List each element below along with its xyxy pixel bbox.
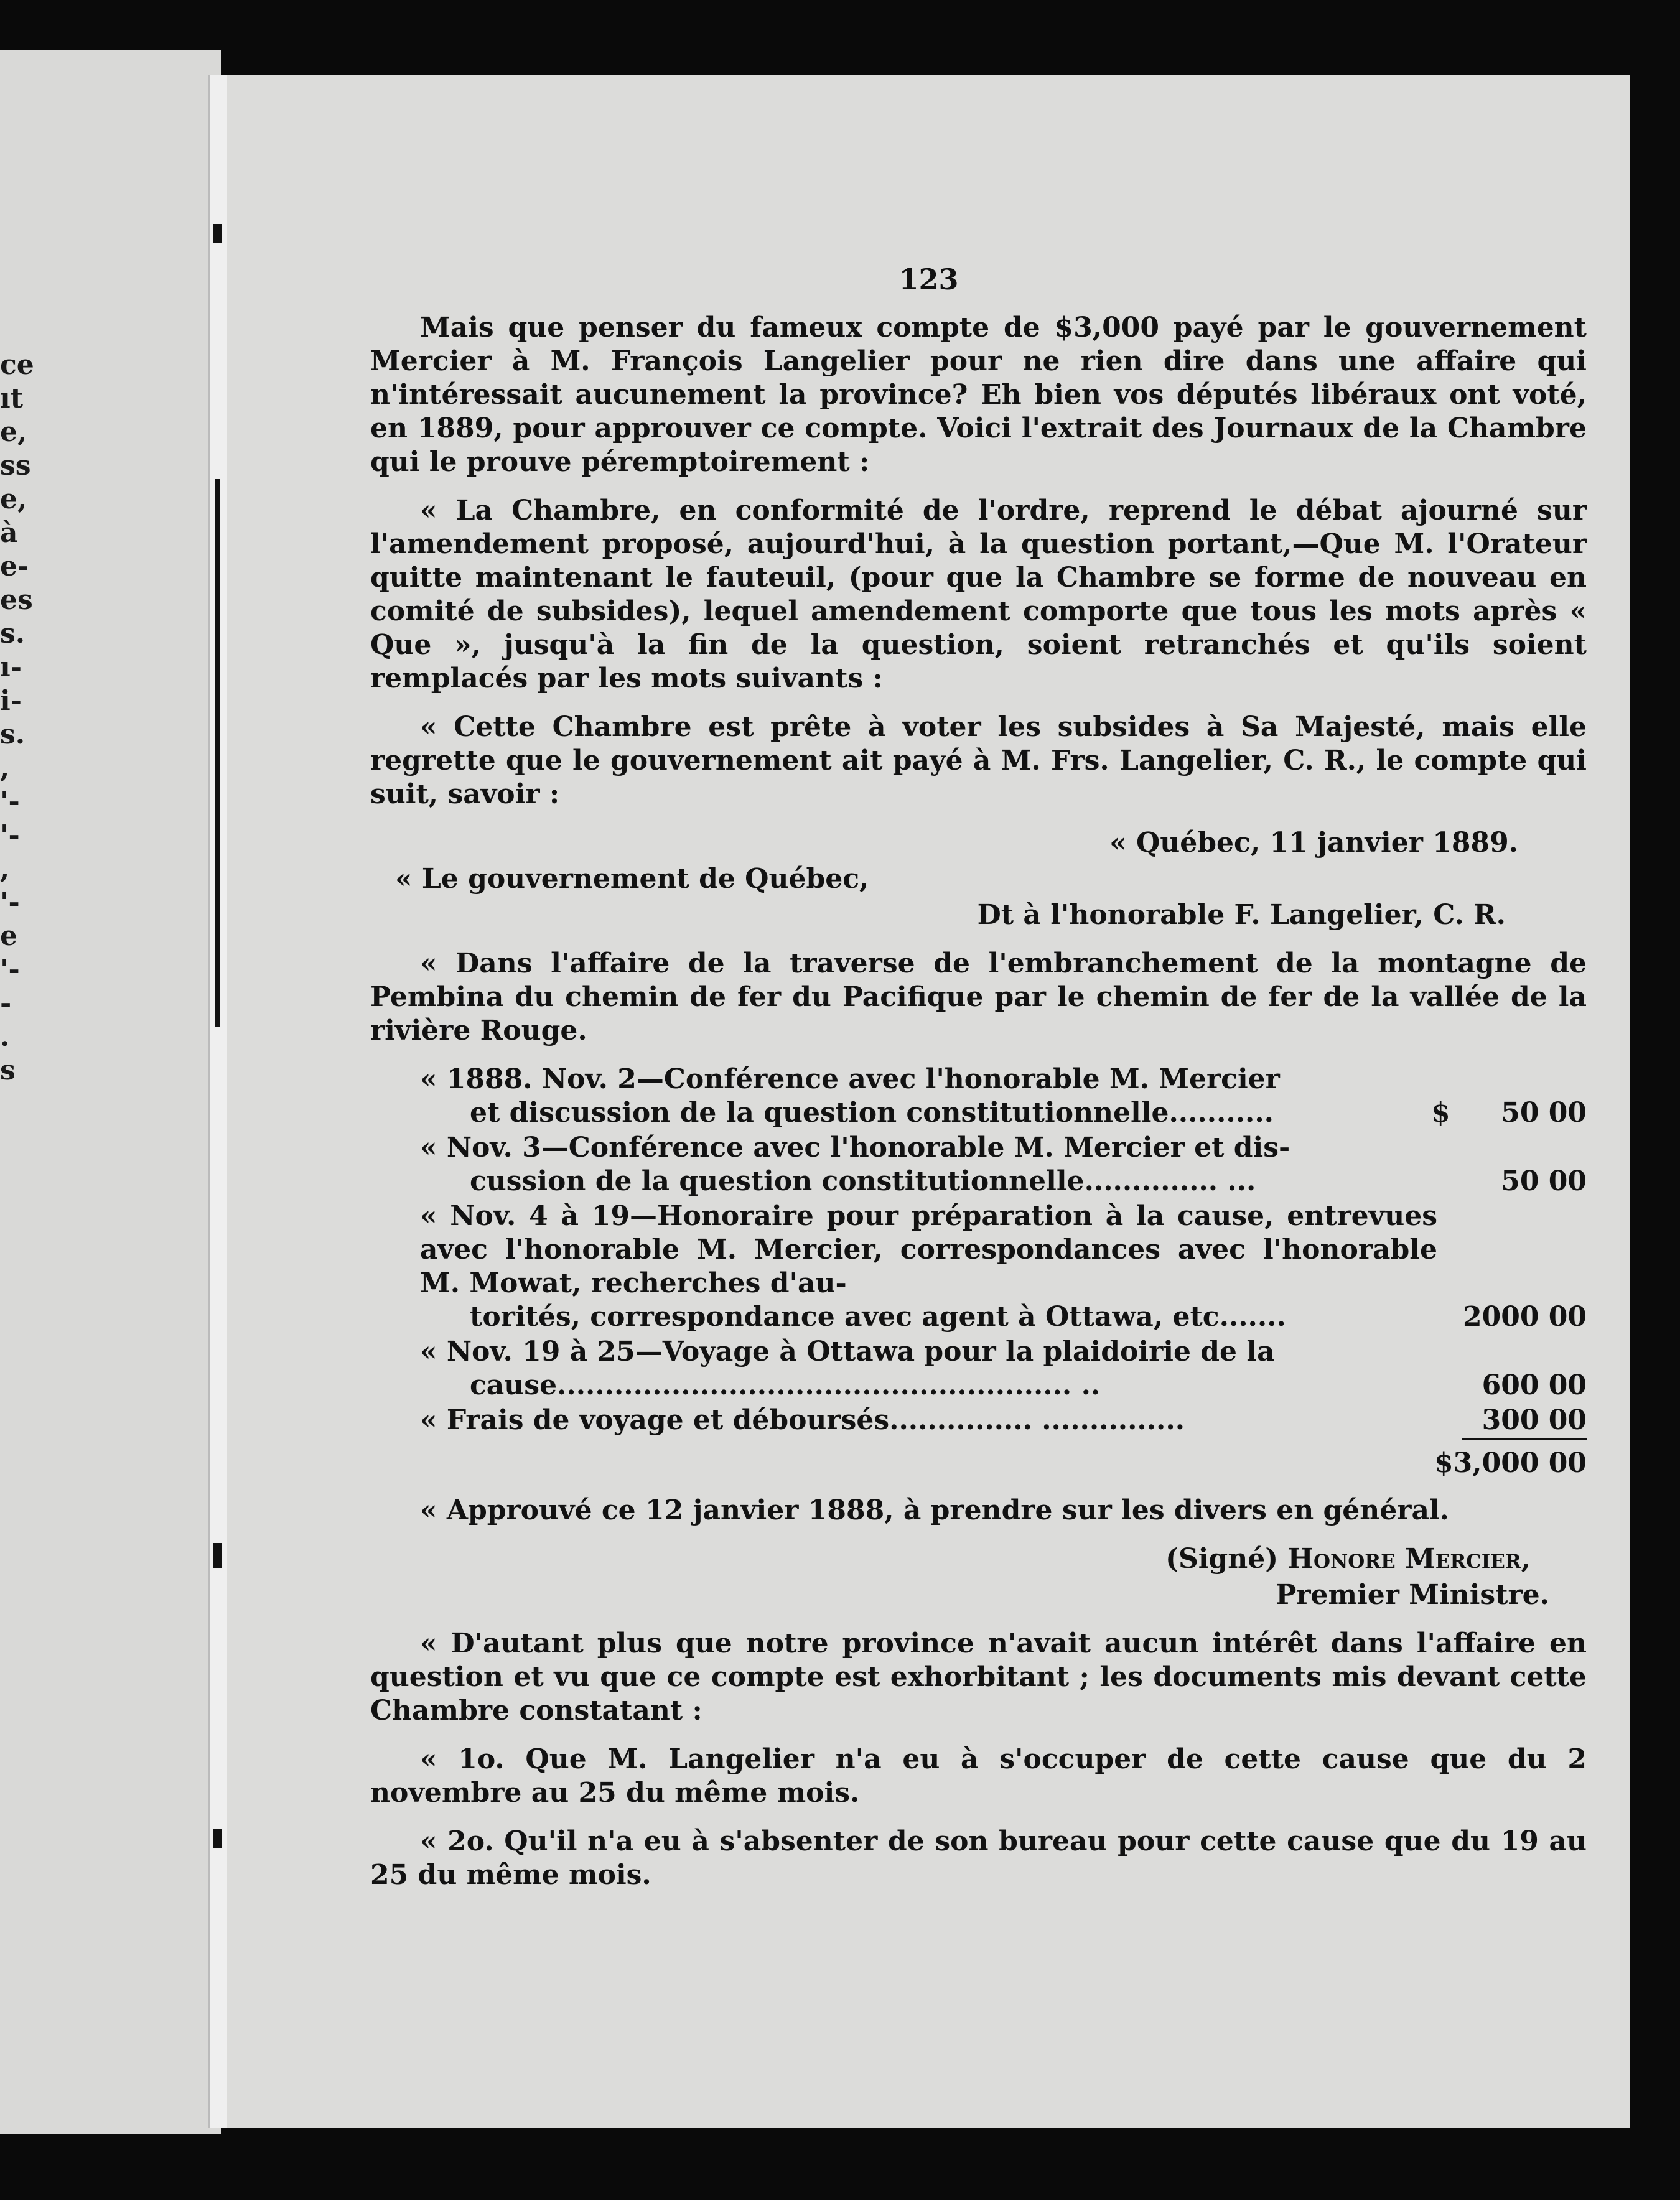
ledger-entry <box>420 1404 1587 1437</box>
signed-prefix: (Signé) <box>1165 1543 1279 1575</box>
paragraph-2: « La Chambre, en conformité de l'ordre, reprend le débat ajourné sur l'amendement proposé, aujourd'hui, à la question portant,—Que M. l'Orateur quitte maintenant le fauteuil, (pour que la Chambre se forme de nouveau en comité de subsides), lequel amendement comporte que tous les mots après « Que », jusqu'à la fin de la question, soient retranchés et qu'ils soient remplacés par les mots suivants : <box>370 495 1587 694</box>
ledger-entry <box>420 1063 1587 1130</box>
ledger-entry-text: torités, correspondance avec agent à Ottawa, etc....... <box>470 1301 1286 1333</box>
book-page <box>227 75 1630 2128</box>
ledger-entry-text: cause...................................................... .. <box>470 1369 1101 1401</box>
ledger-entry-text: « 1888. Nov. 2—Conférence avec l'honorable M. Mercier <box>420 1063 1280 1095</box>
total-rule <box>1462 1438 1587 1440</box>
margin-fragment: ss <box>0 450 31 482</box>
ledger-entry-text: « Nov. 4 à 19—Honoraire pour préparation à la cause, entrevues avec l'honorable M. Mercier, correspondances avec l'honorable M. Mowat, recherches d'au- <box>420 1200 1437 1299</box>
margin-fragment: ı- <box>0 651 22 683</box>
account-ledger <box>370 1063 1587 1480</box>
left-page-edge <box>0 50 221 2134</box>
ledger-amount: 300 00 <box>1482 1404 1587 1436</box>
dateline: « Québec, 11 janvier 1889. <box>1109 827 1518 859</box>
margin-fragment: e, <box>0 416 27 448</box>
debtor-line: Dt à l'honorable F. Langelier, C. R. <box>977 899 1506 931</box>
ledger-entry-text: « Frais de voyage et déboursés............... ............... <box>420 1404 1185 1436</box>
margin-fragment: '- <box>0 887 20 918</box>
binding-stitch <box>213 224 222 243</box>
paragraph-5: « D'autant plus que notre province n'avait aucun intérêt dans l'affaire en question et vu que ce compte est exhorbitant ; les documents mis devant cette Chambre constatant : <box>370 1628 1587 1727</box>
ledger-entry <box>420 1335 1587 1402</box>
margin-fragment: ce <box>0 349 34 381</box>
ledger-total: $3,000 00 <box>1434 1447 1587 1479</box>
ledger-amount: 600 00 <box>1482 1369 1587 1401</box>
ledger-dollar-sign: $ <box>1431 1097 1450 1129</box>
ledger-entry-text: « Nov. 19 à 25—Voyage à Ottawa pour la plaidoirie de la <box>420 1336 1275 1368</box>
margin-fragment: s. <box>0 719 26 750</box>
margin-fragment: - <box>0 987 12 1019</box>
signer-title: Premier Ministre. <box>1276 1579 1549 1611</box>
binding-stitch <box>213 1829 222 1848</box>
page-number: 123 <box>898 263 959 296</box>
margin-fragment: i- <box>0 685 22 717</box>
margin-fragment: e, <box>0 483 27 515</box>
margin-fragment: s. <box>0 618 26 650</box>
ledger-entry-text: cussion de la question constitutionnelle.............. ... <box>470 1165 1256 1197</box>
margin-fragment: e <box>0 920 17 952</box>
binding-stitch <box>213 1543 222 1568</box>
ledger-amount: 50 00 <box>1501 1165 1587 1197</box>
margin-fragment: ıt <box>0 383 24 414</box>
margin-fragment: , <box>0 853 10 885</box>
margin-fragment: à <box>0 517 18 549</box>
margin-fragment: '- <box>0 786 20 818</box>
page-body <box>370 311 1587 1907</box>
ledger-amount: 2000 00 <box>1462 1301 1587 1333</box>
paragraph-6: « 1o. Que M. Langelier n'a eu à s'occuper de cette cause que du 2 novembre au 25 du même mois. <box>370 1743 1587 1809</box>
paragraph-4: « Dans l'affaire de la traverse de l'embranchement de la montagne de Pembina du chemin de fer du Pacifique par le chemin de fer de la vallée de la rivière Rouge. <box>370 948 1587 1046</box>
paragraph-1: Mais que penser du fameux compte de $3,000 payé par le gouvernement Mercier à M. François Langelier pour ne rien dire dans une affaire qui n'intéressait aucunement la province? Eh bien vos députés libéraux ont voté, en 1889, pour approuver ce compte. Voici l'extrait des Journaux de la Chambre qui le prouve péremptoirement : <box>370 312 1587 478</box>
margin-fragment: . <box>0 1021 10 1053</box>
left-margin-fragments <box>0 348 37 1088</box>
paragraph-7: « 2o. Qu'il n'a eu à s'absenter de son bureau pour cette cause que du 19 au 25 du même mois. <box>370 1825 1587 1891</box>
margin-fragment: e- <box>0 551 29 582</box>
margin-fragment: , <box>0 752 10 784</box>
signer-name: Honore Mercier, <box>1287 1543 1531 1575</box>
signature-line <box>370 1542 1587 1576</box>
ledger-entry-text: et discussion de la question constitutionnelle........... <box>470 1097 1274 1129</box>
paragraph-3: « Cette Chambre est prête à voter les subsides à Sa Majesté, mais elle regrette que le gouvernement ait payé à M. Frs. Langelier, C. R., le compte qui suit, savoir : <box>370 711 1587 810</box>
ledger-entry <box>420 1200 1587 1334</box>
margin-fragment: '- <box>0 819 20 851</box>
margin-fragment: es <box>0 584 33 616</box>
margin-fragment: '- <box>0 954 20 986</box>
margin-fragment: s <box>0 1055 16 1086</box>
ledger-entry <box>420 1131 1587 1198</box>
ledger-amount: 50 00 <box>1501 1097 1587 1129</box>
addressee: « Le gouvernement de Québec, <box>395 863 869 895</box>
binding-stitch <box>215 479 220 1027</box>
ledger-entry-text: « Nov. 3—Conférence avec l'honorable M. Mercier et dis- <box>420 1132 1290 1163</box>
approval-line: « Approuvé ce 12 janvier 1888, à prendre sur les divers en général. <box>420 1494 1449 1526</box>
